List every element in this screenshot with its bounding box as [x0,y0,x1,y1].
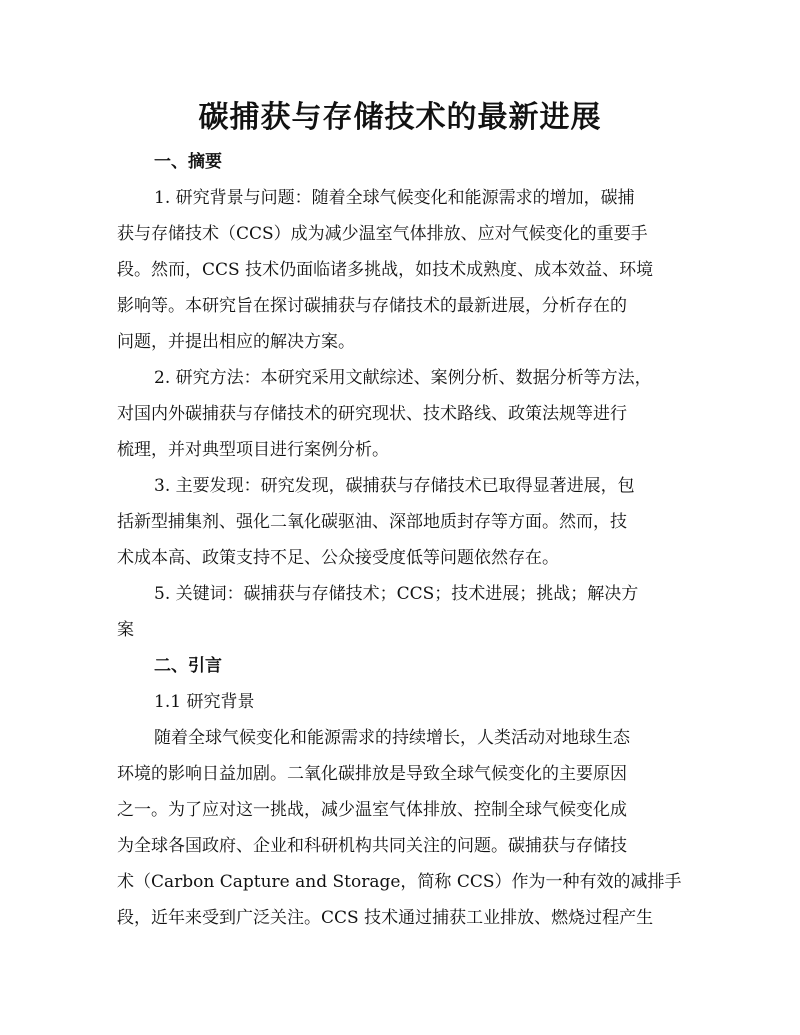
abstract-item-1-line-4: 影响等。本研究旨在探讨碳捕获与存储技术的最新进展，分析存在的 [117,296,627,316]
abstract-heading: 一、摘要 [154,152,222,172]
abstract-item-1-line-2: 获与存储技术（CCS）成为减少温室气体排放、应对气候变化的重要手 [117,224,648,244]
introduction-paragraph-line-3: 之一。为了应对这一挑战，减少温室气体排放、控制全球气候变化成 [117,800,627,820]
abstract-item-3-line-3: 术成本高、政策支持不足、公众接受度低等问题依然存在。 [117,548,559,568]
abstract-item-1-line-5: 问题，并提出相应的解决方案。 [117,332,355,352]
document-title: 碳捕获与存储技术的最新进展 [198,100,602,135]
introduction-paragraph-line-5: 术（Carbon Capture and Storage，简称 CCS）作为一种有效的减排手 [117,872,682,892]
introduction-heading: 二、引言 [154,656,222,676]
abstract-keywords-line-2: 案 [117,620,134,640]
abstract-item-1-line-3: 段。然而，CCS 技术仍面临诸多挑战，如技术成熟度、成本效益、环境 [117,260,654,280]
abstract-item-3-line-2: 括新型捕集剂、强化二氧化碳驱油、深部地质封存等方面。然而，技 [117,512,627,532]
introduction-paragraph-line-4: 为全球各国政府、企业和科研机构共同关注的问题。碳捕获与存储技 [117,836,627,856]
abstract-item-3-line-1: 3. 主要发现：研究发现，碳捕获与存储技术已取得显著进展，包 [154,476,635,496]
abstract-item-2-line-2: 对国内外碳捕获与存储技术的研究现状、技术路线、政策法规等进行 [117,404,627,424]
introduction-paragraph-line-1: 随着全球气候变化和能源需求的持续增长，人类活动对地球生态 [154,728,630,748]
introduction-subheading: 1.1 研究背景 [154,692,255,712]
abstract-item-2-line-1: 2. 研究方法：本研究采用文献综述、案例分析、数据分析等方法， [154,368,652,388]
abstract-item-2-line-3: 梳理，并对典型项目进行案例分析。 [117,440,389,460]
introduction-paragraph-line-2: 环境的影响日益加剧。二氧化碳排放是导致全球气候变化的主要原因 [117,764,627,784]
abstract-item-1-line-1: 1. 研究背景与问题：随着全球气候变化和能源需求的增加，碳捕 [154,188,635,208]
abstract-keywords-line-1: 5. 关键词：碳捕获与存储技术；CCS；技术进展；挑战；解决方 [154,584,639,604]
introduction-paragraph-line-6: 段，近年来受到广泛关注。CCS 技术通过捕获工业排放、燃烧过程产生 [117,908,654,928]
